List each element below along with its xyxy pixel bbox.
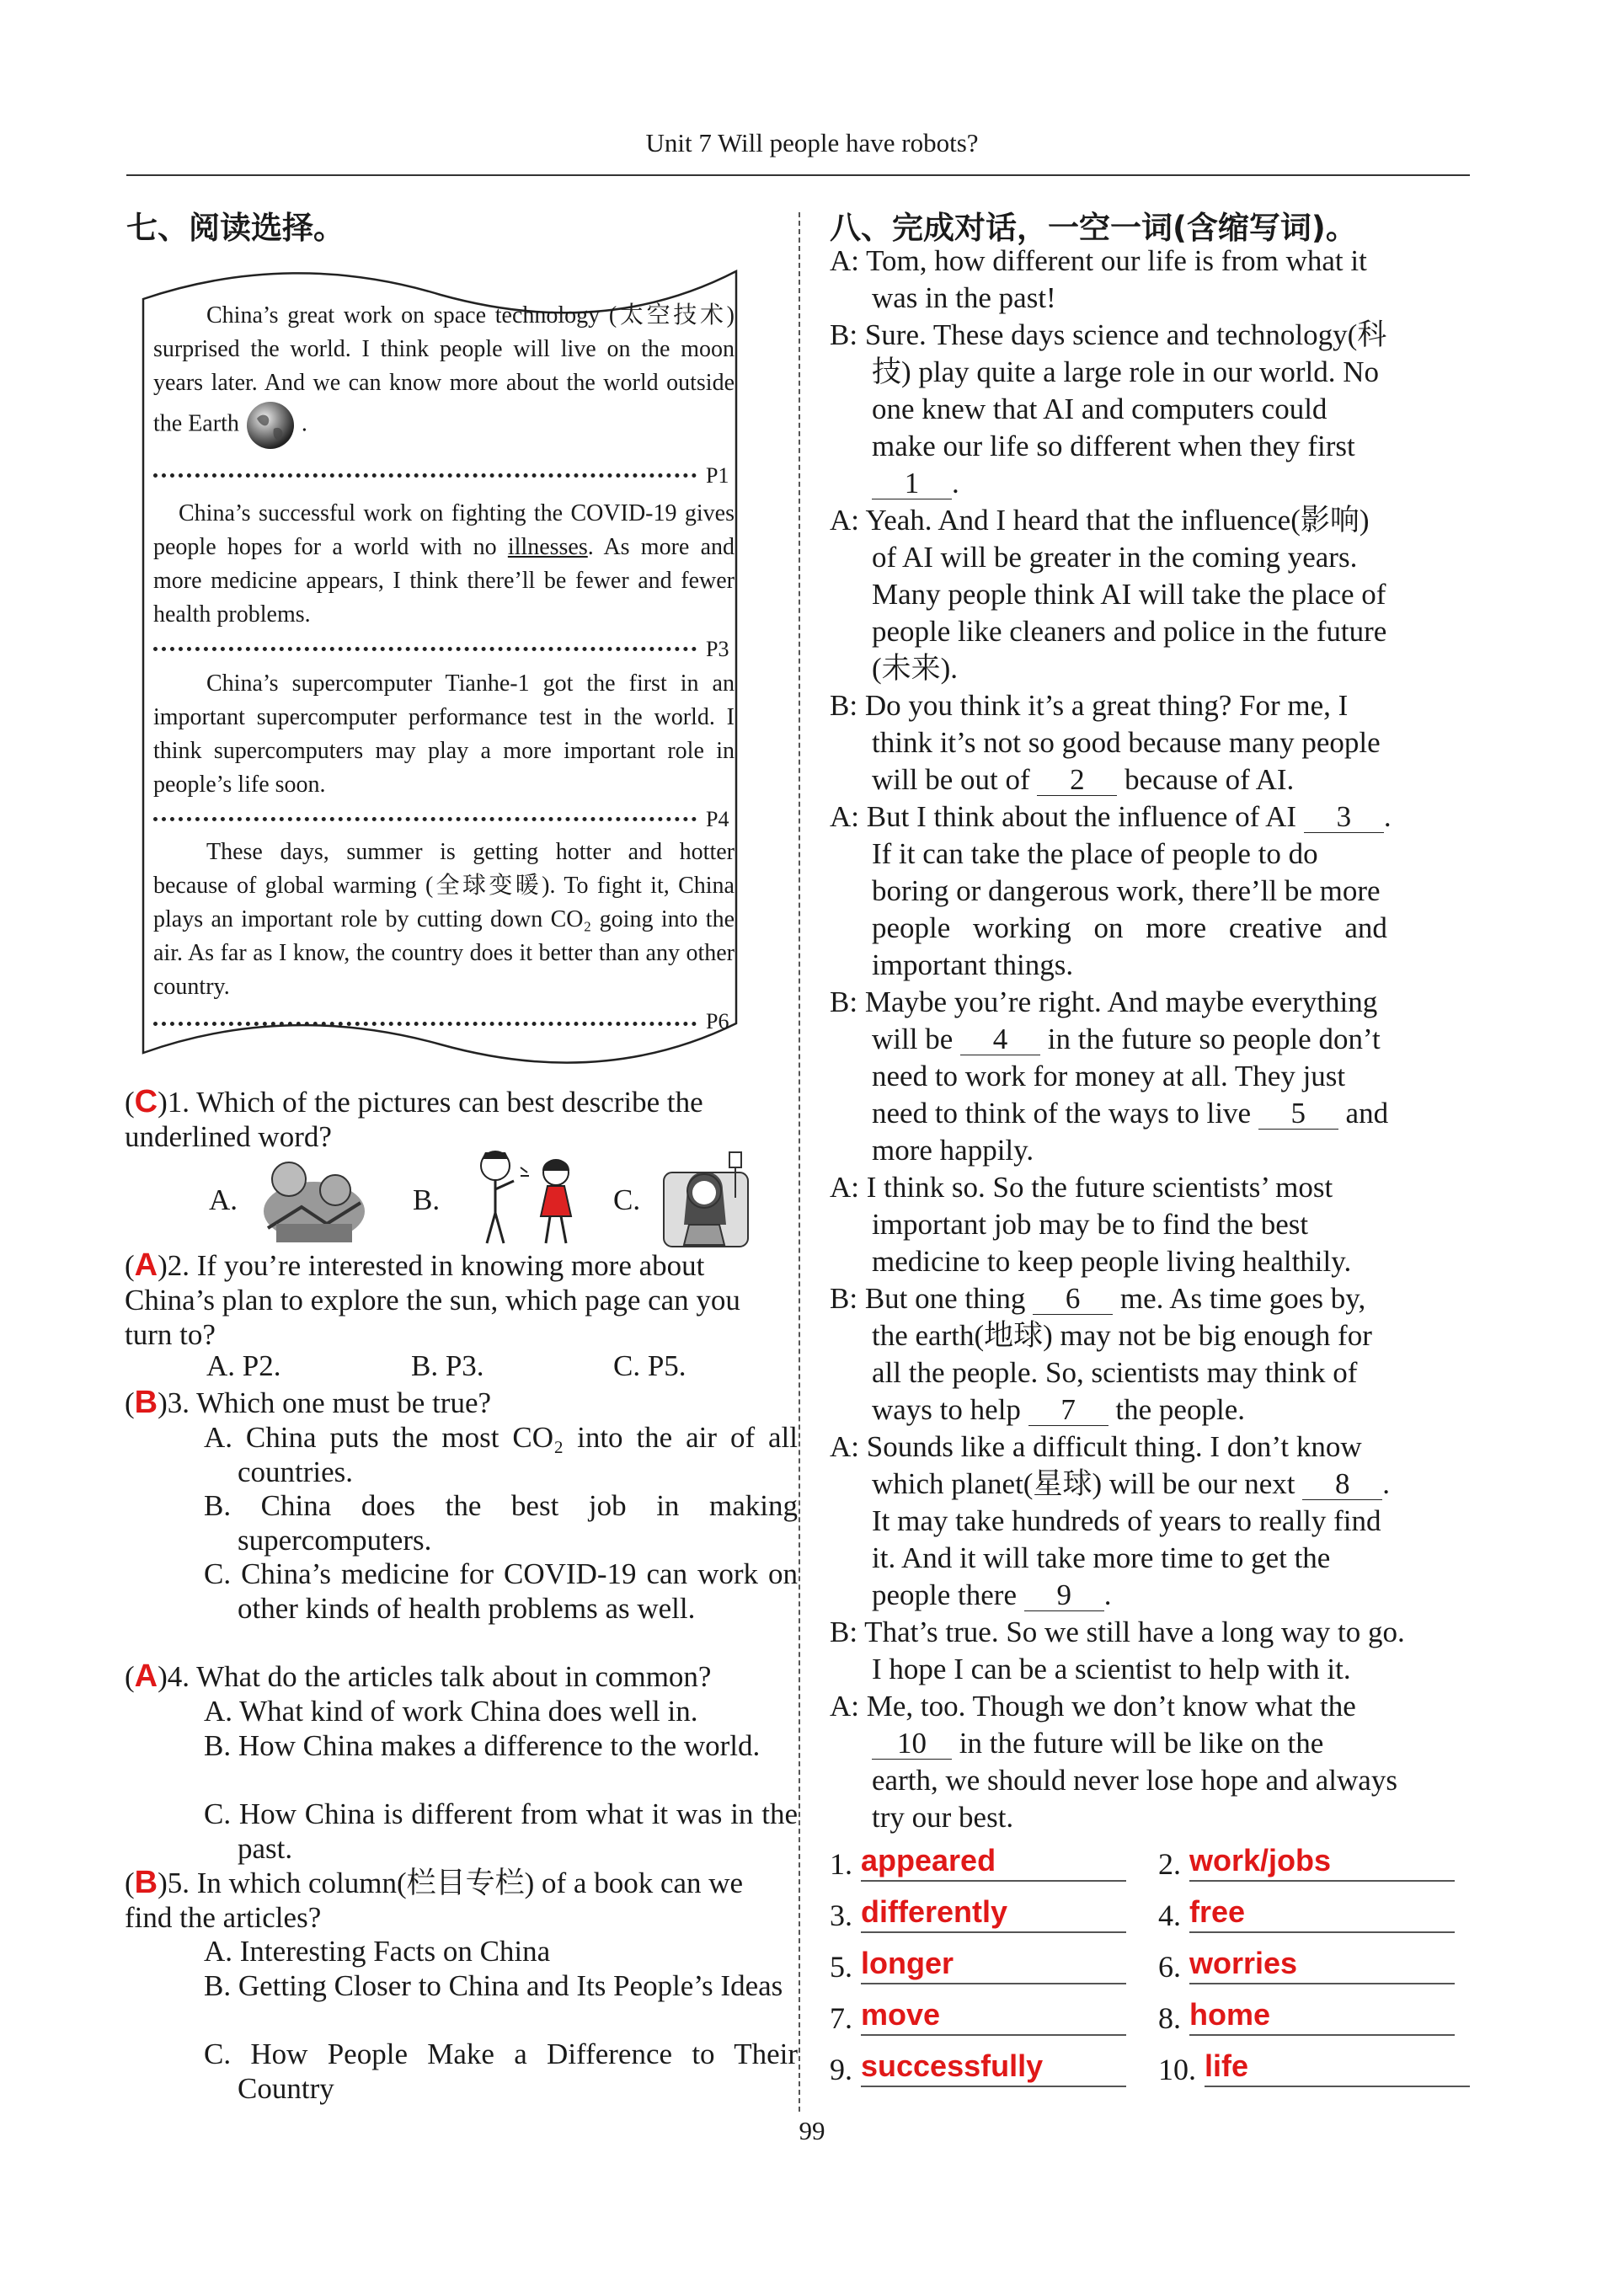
dialogue-line: B: Sure. These days science and technology(科 bbox=[830, 318, 1387, 351]
dialogue-line: think it’s not so good because many people bbox=[872, 726, 1381, 759]
q5-option-b: B. Getting Closer to China and Its People’s Ideas bbox=[204, 1969, 783, 2002]
blank-6: 6 bbox=[1033, 1284, 1113, 1315]
dialogue-line: try our best. bbox=[872, 1801, 1014, 1834]
dialogue-line: more happily. bbox=[872, 1134, 1034, 1167]
dialogue-fragment: and bbox=[1345, 1097, 1389, 1130]
q2-option-a: A. P2. bbox=[206, 1349, 281, 1382]
passage-p3-body: China’s successful work on fighting the COVID-19 gives people hopes for a world with no illnesses. As more and more medicine appears, I think there’ll be fewer and fewer health problems. bbox=[153, 500, 735, 628]
blank-7: 7 bbox=[1028, 1395, 1108, 1426]
dialogue-fragment: ways to help bbox=[872, 1393, 1021, 1426]
blank-1: 1 bbox=[872, 468, 952, 499]
divider-dots bbox=[153, 473, 697, 478]
dialogue-line: A: I think so. So the future scientists’ most bbox=[830, 1171, 1333, 1204]
dialogue-fragment: will be out of bbox=[872, 763, 1030, 796]
answer-row-10 bbox=[1158, 2048, 1470, 2087]
dialogue-fragment: B: But one thing bbox=[830, 1282, 1026, 1315]
dialogue-line bbox=[872, 761, 1478, 799]
dialogue-line: boring or dangerous work, there’ll be more bbox=[872, 874, 1381, 907]
q5-option-a: A. Interesting Facts on China bbox=[204, 1935, 551, 1968]
passage-p1-text: China’s great work on space technology (太空技术) surprised the world. I think people will live on the moon years later. And we can know more about the world outside the Earth . bbox=[153, 299, 735, 451]
answer-word: differently bbox=[861, 1894, 1126, 1933]
dialogue-line bbox=[830, 1280, 1478, 1317]
passage-label-p6: P6 bbox=[706, 1009, 729, 1034]
q4-option-a: A. What kind of work China does well in. bbox=[204, 1695, 698, 1728]
earth-icon bbox=[245, 400, 296, 451]
dialogue-line: I hope I can be a scientist to help with it. bbox=[872, 1653, 1351, 1685]
dialogue-fragment: me. As time goes by, bbox=[1119, 1282, 1366, 1315]
dialogue-line: A: But I think about the influence of AI 3 . bbox=[830, 800, 1392, 833]
answer-word: free bbox=[1189, 1894, 1455, 1933]
dialogue-line: 技) play quite a large role in our world. No bbox=[872, 355, 1379, 388]
answer-number: 2. bbox=[1158, 1847, 1181, 1881]
passage-label-p4: P4 bbox=[706, 807, 729, 831]
dialogue-line: people like cleaners and police in the future bbox=[872, 615, 1387, 648]
dialogue-line: B: Do you think it’s a great thing? For me, I bbox=[830, 689, 1349, 722]
answer-number: 7. bbox=[830, 2001, 852, 2035]
dialogue-line bbox=[872, 1725, 1478, 1762]
dialogue-line: important job may be to find the best bbox=[872, 1208, 1309, 1241]
question-1: (C)1. Which of the pictures can best describe the underlined word? bbox=[125, 1084, 703, 1153]
answer-word: work/jobs bbox=[1189, 1843, 1455, 1882]
q4-option-c: C. How China is different from what it was in the past. bbox=[204, 1797, 798, 1865]
column-divider bbox=[799, 212, 800, 2112]
blank-2: 2 bbox=[1037, 765, 1117, 796]
answer-row-4 bbox=[1158, 1894, 1455, 1933]
dialogue-fragment: A: But I think about the influence of AI bbox=[830, 800, 1297, 833]
answer-word: appeared bbox=[861, 1843, 1126, 1882]
answer-number: 10. bbox=[1158, 2053, 1196, 2086]
dialogue-line: was in the past! bbox=[872, 281, 1056, 314]
answer-row-3 bbox=[830, 1894, 1126, 1933]
dialogue-line: people there 9 . bbox=[872, 1578, 1112, 1611]
dialogue-line bbox=[872, 1391, 1478, 1429]
dialogue-fragment: will be bbox=[872, 1023, 954, 1055]
dialogue-fragment: people there bbox=[872, 1578, 1017, 1611]
answer-row-9 bbox=[830, 2048, 1126, 2087]
answer-q1: C bbox=[134, 1084, 158, 1119]
underlined-word: illnesses bbox=[507, 534, 588, 560]
page-number: 99 bbox=[799, 2116, 825, 2145]
q3-option-a: A. China puts the most CO₂ into the air of all countries. bbox=[204, 1421, 798, 1488]
blank-4: 4 bbox=[960, 1024, 1040, 1055]
question-2: (A)2. If you’re interested in knowing more about China’s plan to explore the sun, which page can you turn to? bbox=[125, 1247, 740, 1351]
dialogue-line: it. And it will take more time to get the bbox=[872, 1541, 1331, 1574]
dialogue-line: people working on more creative and bbox=[872, 911, 1387, 944]
dialogue-line: A: Sounds like a difficult thing. I don’t know bbox=[830, 1430, 1362, 1463]
answer-row-1 bbox=[830, 1843, 1126, 1882]
answer-row-7 bbox=[830, 1997, 1126, 2036]
answer-word: worries bbox=[1189, 1946, 1455, 1984]
divider-dots bbox=[153, 647, 697, 651]
q3-option-b: B. China does the best job in making supercomputers. bbox=[204, 1489, 798, 1557]
q4-option-b: B. How China makes a difference to the world. bbox=[204, 1729, 761, 1762]
blank-3: 3 bbox=[1304, 802, 1384, 833]
divider-dots bbox=[153, 1022, 697, 1026]
answer-word: move bbox=[861, 1997, 1126, 2036]
passage-p6-body: These days, summer is getting hotter and hotter because of global warming (全球变暖). To fight it, China plays an important role by cutting down CO₂ going into the air. As far as I know, the country does it better than any other country. bbox=[153, 839, 735, 1000]
answer-q4: A bbox=[134, 1658, 158, 1694]
dialogue-fragment: in the future so people don’t bbox=[1047, 1023, 1381, 1055]
answer-row-5 bbox=[830, 1946, 1126, 1984]
blank-10: 10 bbox=[872, 1728, 952, 1760]
dialogue-line: It may take hundreds of years to really find bbox=[872, 1504, 1381, 1537]
question-1-stem: 1. Which of the pictures can best describe the underlined word? bbox=[125, 1086, 703, 1153]
answer-word: longer bbox=[861, 1946, 1126, 1984]
blank-5: 5 bbox=[1258, 1098, 1338, 1130]
q2-option-b: B. P3. bbox=[411, 1349, 484, 1382]
q1-option-b: B. bbox=[413, 1183, 441, 1216]
passage-p1-body: China’s great work on space technology (太空技术) surprised the world. I think people will live on the moon years later. And we can know more about the world outside the Earth bbox=[153, 302, 735, 437]
dialogue-line: 1 . bbox=[872, 465, 1478, 502]
dialogue-fragment: which planet(星球) will be our next bbox=[872, 1467, 1295, 1500]
dialogue-line: earth, we should never lose hope and always bbox=[872, 1764, 1397, 1797]
dialogue-line: (未来). bbox=[872, 652, 959, 685]
dialogue-fragment: need to think of the ways to live bbox=[872, 1097, 1252, 1130]
answer-q3: B bbox=[134, 1385, 158, 1420]
dialogue-line: one knew that AI and computers could bbox=[872, 393, 1328, 425]
q1-option-a: A. bbox=[209, 1183, 238, 1216]
dialogue-line: A: Yeah. And I heard that the influence(影响) bbox=[830, 504, 1370, 537]
answer-word: home bbox=[1189, 1997, 1455, 2036]
passage-p3-text bbox=[153, 497, 735, 632]
answer-row-2 bbox=[1158, 1843, 1455, 1882]
question-3: (B)3. Which one must be true? bbox=[125, 1385, 492, 1420]
q2-option-c: C. P5. bbox=[613, 1349, 686, 1382]
dialogue-fragment: the people. bbox=[1115, 1393, 1245, 1426]
blank-8: 8 bbox=[1302, 1469, 1382, 1500]
question-4: (A)4. What do the articles talk about in common? bbox=[125, 1658, 712, 1694]
dialogue-line: the earth(地球) may not be big enough for bbox=[872, 1319, 1372, 1352]
answer-number: 6. bbox=[1158, 1950, 1181, 1984]
dialogue-fragment: in the future will be like on the bbox=[959, 1727, 1324, 1760]
dialogue-line: of AI will be greater in the coming years. bbox=[872, 541, 1358, 574]
answer-row-6 bbox=[1158, 1946, 1455, 1984]
answer-word: successfully bbox=[861, 2048, 1126, 2087]
passage-label-p1: P1 bbox=[706, 463, 729, 488]
answer-number: 4. bbox=[1158, 1899, 1181, 1932]
passage-p4-body: China’s supercomputer Tianhe-1 got the first in an important supercomputer performance test in the world. I think supercomputers may play a more important role in people’s life soon. bbox=[153, 670, 735, 798]
running-header: Unit 7 Will people have robots? bbox=[645, 128, 979, 158]
dialogue-line: Many people think AI will take the place of bbox=[872, 578, 1386, 611]
dialogue-line bbox=[872, 1095, 1478, 1132]
dialogue-line bbox=[872, 1021, 1478, 1058]
passage-p6-text bbox=[153, 836, 735, 1004]
answer-number: 3. bbox=[830, 1899, 852, 1932]
q1-option-c: C. bbox=[613, 1183, 641, 1216]
divider-dots bbox=[153, 817, 697, 821]
dialogue-line: need to work for money at all. They just bbox=[872, 1060, 1346, 1092]
q3-option-c: C. China’s medicine for COVID-19 can work on other kinds of health problems as well. bbox=[204, 1557, 798, 1625]
dialogue-line: important things. bbox=[872, 948, 1074, 981]
answer-q5: B bbox=[134, 1865, 158, 1900]
dialogue-line: A: Tom, how different our life is from what it bbox=[830, 244, 1367, 277]
header-rule bbox=[126, 174, 1470, 176]
answer-number: 9. bbox=[830, 2053, 852, 2086]
blank-9: 9 bbox=[1024, 1580, 1104, 1611]
dialogue-line: B: That’s true. So we still have a long way to go. bbox=[830, 1616, 1405, 1648]
passage-label-p3: P3 bbox=[706, 637, 729, 661]
dialogue-fragment: because of AI. bbox=[1125, 763, 1295, 796]
question-5: (B)5. In which column(栏目专栏) of a book can we find the articles? bbox=[125, 1865, 744, 1934]
q5-option-c: C. How People Make a Difference to Their Country bbox=[204, 2038, 798, 2105]
dialogue-line: A: Me, too. Though we don’t know what the bbox=[830, 1690, 1356, 1723]
dialogue-line: B: Maybe you’re right. And maybe everything bbox=[830, 985, 1378, 1018]
question-4-stem: 4. What do the articles talk about in common? bbox=[167, 1660, 712, 1693]
arguing-people-icon bbox=[462, 1147, 596, 1247]
answer-word: life bbox=[1205, 2048, 1470, 2087]
question-3-stem: 3. Which one must be true? bbox=[167, 1386, 492, 1419]
answer-number: 5. bbox=[830, 1950, 852, 1984]
section8-title: 八、完成对话，一空一词(含缩写词)。 bbox=[830, 210, 1357, 246]
question-2-stem: 2. If you’re interested in knowing more about China’s plan to explore the sun, which page can you turn to? bbox=[125, 1249, 740, 1351]
answer-number: 8. bbox=[1158, 2001, 1181, 2035]
sick-person-icon bbox=[655, 1147, 756, 1248]
question-5-stem: 5. In which column(栏目专栏) of a book can we find the articles? bbox=[125, 1867, 744, 1934]
answer-row-8 bbox=[1158, 1997, 1455, 2036]
dialogue-line: If it can take the place of people to do bbox=[872, 837, 1318, 870]
passage-p4-text bbox=[153, 667, 735, 802]
section7-title: 七、阅读选择。 bbox=[126, 210, 345, 246]
answer-q2: A bbox=[134, 1247, 158, 1283]
answer-number: 1. bbox=[830, 1847, 852, 1881]
dialogue-line: medicine to keep people living healthily. bbox=[872, 1245, 1352, 1278]
dialogue-line: all the people. So, scientists may think of bbox=[872, 1356, 1358, 1389]
dialogue-line: make our life so different when they first bbox=[872, 430, 1355, 462]
fight-picture-icon bbox=[251, 1144, 377, 1247]
dialogue-line: which planet(星球) will be our next 8 . bbox=[872, 1467, 1391, 1500]
